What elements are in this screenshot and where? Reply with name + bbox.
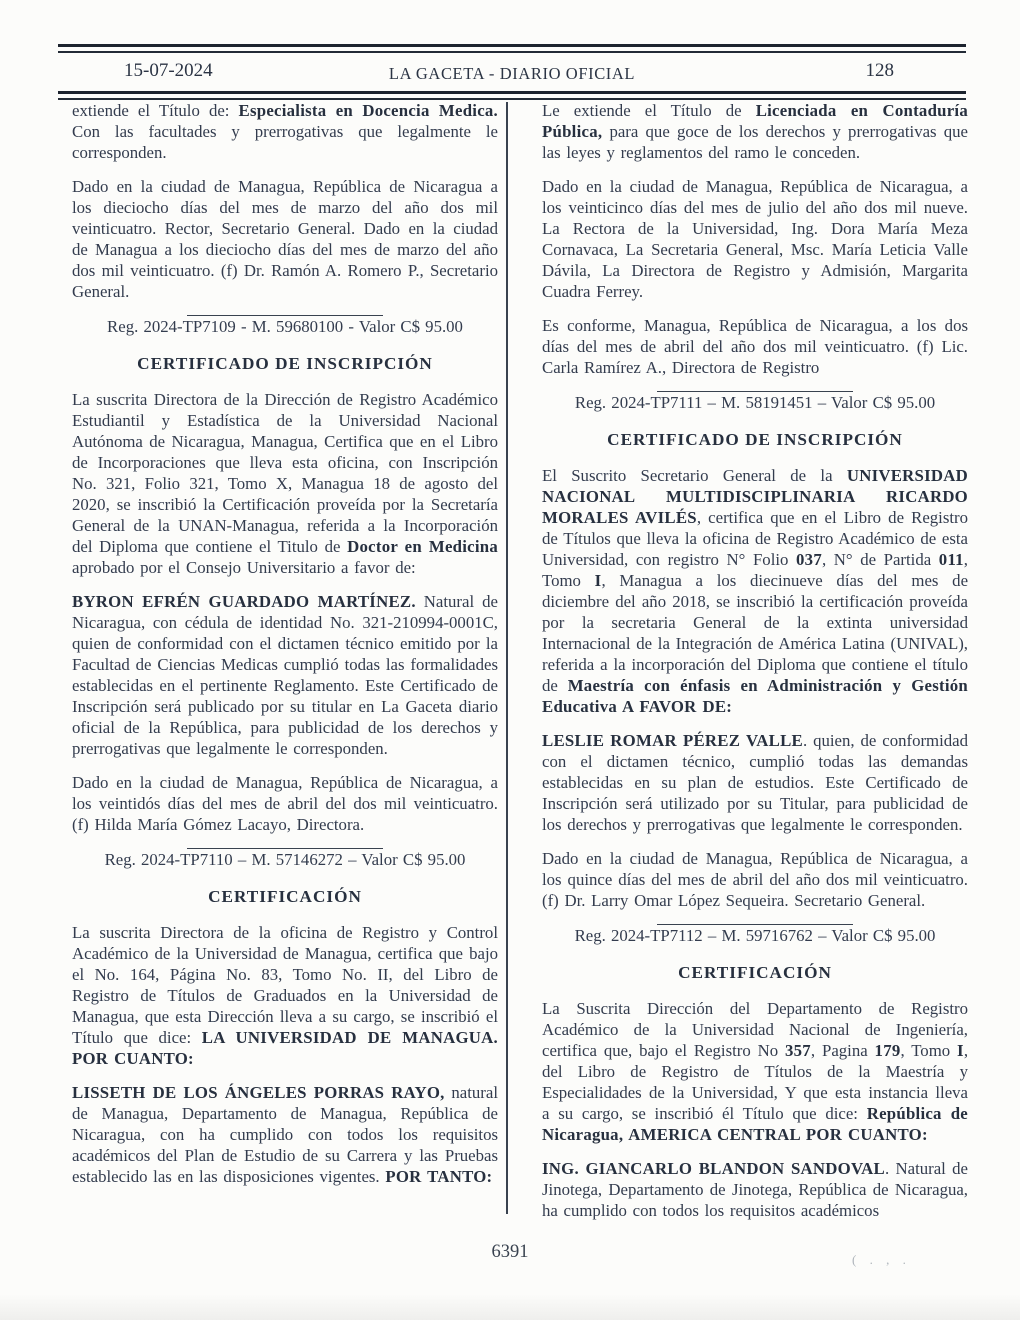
registration-line: [542, 391, 968, 413]
page-header: [58, 44, 966, 100]
registration-text: Reg. 2024-TP7111 – M. 58191451 – Valor C$ 95.00: [574, 393, 936, 412]
paragraph: [542, 176, 968, 302]
text-run: , Tomo: [542, 550, 968, 590]
bold-text-run: Doctor en Medicina: [347, 537, 498, 556]
bold-text-run: Maestría con énfasis en Administración y Gestión Educativa A FAVOR DE:: [542, 676, 968, 716]
text-run: Dado en la ciudad de Managua, República de Nicaragua, a los veinticinco días del mes de julio del año dos mil nueve. La Rectora de la Universidad, Ing. Dora María Meza Cornavaca, La Secretaria General, Msc. María Leticia Valle Dávila, La Directora de Registro y Admisión, Margarita Cuadra Ferrey.: [542, 177, 968, 301]
bold-text-run: ING. GIANCARLO BLANDON SANDOVAL: [542, 1159, 885, 1178]
text-run: La suscrita Directora de la oficina de Registro y Control Académico de la Universidad de Managua, certifica que bajo el No. 164, Página No. 83, Tomo No. II, del Libro de Registro de Títulos de Graduados en la Universidad de Managua, que esta Dirección lleva a su cargo, se inscribió el Título que dice:: [72, 923, 498, 1047]
paragraph: [72, 772, 498, 835]
bold-text-run: República de Nicaragua, AMERICA CENTRAL POR CUANTO:: [542, 1104, 968, 1144]
text-run: Dado en la ciudad de Managua, República de Nicaragua, a los veintidós días del mes de abril del dos mil veinticuatro. (f) Hilda María Gómez Lacayo, Directora.: [72, 773, 498, 834]
registration-text: Reg. 2024-TP7110 – M. 57146272 – Valor C$ 95.00: [104, 850, 466, 869]
scan-artifact: ( . , .: [852, 1252, 911, 1267]
signature-rule: [657, 924, 853, 925]
scan-edge-shading: [0, 1294, 1020, 1320]
paragraph: [72, 1082, 498, 1187]
right-column: [542, 100, 968, 1245]
left-column: [72, 100, 498, 1245]
signature-rule: [657, 391, 853, 392]
header-row: [58, 53, 966, 91]
paragraph: [542, 998, 968, 1145]
folio-number: 6391: [491, 1242, 529, 1262]
text-run: natural de Managua, Departamento de Managua, República de Nicaragua, con ha cumplido con todos los requisitos académicos del Plan de Estudio de su Carrera y las Pruebas establecido las en las disposiciones vigentes.: [72, 1083, 498, 1186]
registration-line: [542, 924, 968, 946]
text-run: , N° de Partida: [821, 550, 939, 569]
paragraph: [72, 591, 498, 759]
paragraph: [72, 100, 498, 163]
header-top-rule: [58, 44, 966, 53]
issue-date: 15-07-2024: [124, 60, 213, 81]
text-run: El Suscrito Secretario General de la: [542, 466, 847, 485]
section-heading: CERTIFICACIÓN: [208, 887, 362, 906]
text-run: Le extiende el Título de: [542, 101, 756, 120]
section-heading: CERTIFICADO DE INSCRIPCIÓN: [137, 354, 433, 373]
bold-text-run: LA UNIVERSIDAD DE MANAGUA. POR CUANTO:: [72, 1028, 498, 1068]
text-run: para que goce de los derechos y prerrogativas que las leyes y reglamentos del ramo le conceden.: [542, 122, 968, 162]
text-run: La suscrita Directora de la Dirección de Registro Académico Estudiantil y Estadística de la Universidad Nacional Autónoma de Nicaragua, Managua, Certifica que en el Libro de Incorporaciones que lleva esta oficina, con Inscripción No. 321, Folio 321, Tomo X, Managua 18 de agosto del 2020, se inscribió la Certificación proveída por la Secretaría General de la UNAN-Managua, referida a la Incorporación del Diploma que contiene el Titulo de: [72, 390, 498, 556]
text-run: . quien, de conformidad con el dictamen técnico, cumplió todas las demandas establecidas en su plan de estudios. Este Certificado de Inscripción será utilizado por su Titular, para publicidad de los derechos y prerrogativas que legalmente le corresponden.: [542, 731, 968, 834]
paragraph: [72, 922, 498, 1069]
signature-rule: [187, 848, 383, 849]
bold-text-run: LISSETH DE LOS ÁNGELES PORRAS RAYO,: [72, 1083, 445, 1102]
text-run: La Suscrita Dirección del Departamento de Registro Académico de la Universidad Nacional de Ingeniería, certifica que, bajo el Registro No: [542, 999, 968, 1060]
paragraph: [542, 730, 968, 835]
section-heading: CERTIFICADO DE INSCRIPCIÓN: [607, 430, 903, 449]
text-run: . Natural de Jinotega, Departamento de Jinotega, República de Nicaragua, ha cumplido con todos los requisitos académicos: [542, 1159, 968, 1220]
bold-text-run: Especialista en Docencia Medica.: [238, 101, 499, 120]
registration-line: [72, 848, 498, 870]
text-run: extiende el Título de:: [72, 101, 239, 120]
bold-text-run: 037: [796, 550, 822, 569]
bold-text-run: I: [594, 571, 602, 590]
signature-rule: [187, 315, 383, 316]
publication-title: LA GACETA - DIARIO OFICIAL: [388, 64, 636, 83]
text-run: Natural de Nicaragua, con cédula de identidad No. 321-210994-0001C, quien de conformidad con el dictamen técnico emitido por la Facultad de Ciencias Medicas cumplió todas las formalidades establecidas en el pertinente Reglamento. Este Certificado de Inscripción será publicado por su titular en La Gaceta diario oficial de la República, para publicidad de los derechos y prerrogativas que legalmente le corresponden.: [72, 592, 498, 758]
paragraph: [542, 315, 968, 378]
text-run: Dado en la ciudad de Managua, República de Nicaragua, a los quince días del mes de abril del año dos mil veinticuatro. (f) Dr. Larry Omar López Sequeira. Secretario General.: [542, 849, 968, 910]
paragraph: [542, 465, 968, 717]
registration-text: Reg. 2024-TP7112 – M. 59716762 – Valor C$ 95.00: [574, 926, 936, 945]
bold-text-run: I: [957, 1041, 964, 1060]
bold-text-run: BYRON EFRÉN GUARDADO MARTÍNEZ.: [72, 592, 416, 611]
bold-text-run: Licenciada en Contaduría Pública,: [542, 101, 968, 141]
text-run: Es conforme, Managua, República de Nicaragua, a los dos días del mes de abril del año dos mil veinticuatro. (f) Lic. Carla Ramírez A., Directora de Registro: [542, 316, 968, 377]
paragraph: [72, 176, 498, 302]
bold-text-run: UNIVERSIDAD NACIONAL MULTIDISCIPLINARIA RICARDO MORALES AVILÉS: [542, 466, 968, 527]
paragraph: [72, 389, 498, 578]
paragraph: [542, 1158, 968, 1221]
bold-text-run: LESLIE ROMAR PÉREZ VALLE: [542, 731, 803, 750]
bold-text-run: 179: [874, 1041, 901, 1060]
text-run: Dado en la ciudad de Managua, República de Nicaragua a los dieciocho días del mes de marzo del año dos mil veinticuatro. Rector, Secretario General. Dado en la ciudad de Managua a los dieciocho días del mes de marzo del año dos mil veinticuatro. (f) Dr. Ramón A. Romero P., Secretario General.: [72, 177, 498, 301]
text-run: , Managua a los diecinueve días del mes de diciembre del año 2018, se inscribió la certificación proveída por la secretaria General de la extinta universidad Internacional de la Integración de América Latina (UNIVAL), referida a la incorporación del Diploma que contiene el título de: [542, 571, 968, 695]
bold-text-run: 011: [938, 550, 964, 569]
bold-text-run: 357: [785, 1041, 811, 1060]
text-run: , Tomo: [900, 1041, 958, 1060]
header-bottom-rule: [58, 91, 966, 100]
text-run: , del Libro de Registro de Títulos de la Maestría y Especialidades de la Universidad, Y que esta instancia lleva a su cargo, se inscribió él Título que dice:: [542, 1041, 968, 1123]
header-page-number: 128: [865, 60, 894, 81]
text-run: , Pagina: [810, 1041, 875, 1060]
paragraph: [542, 100, 968, 163]
section-heading: CERTIFICACIÓN: [678, 963, 832, 982]
content-columns: [72, 100, 968, 1245]
registration-line: [72, 315, 498, 337]
registration-text: Reg. 2024-TP7109 - M. 59680100 - Valor C$ 95.00: [107, 317, 463, 336]
text-run: aprobado por el Consejo Universitario a favor de:: [72, 558, 416, 577]
text-run: Con las facultades y prerrogativas que legalmente le corresponden.: [72, 122, 498, 162]
text-run: , certifica que en el Libro de Registro de Títulos que lleva la oficina de Registro Académico de esta Universidad, con registro N° Folio: [542, 508, 968, 569]
paragraph: [542, 848, 968, 911]
bold-text-run: POR TANTO:: [385, 1167, 493, 1186]
